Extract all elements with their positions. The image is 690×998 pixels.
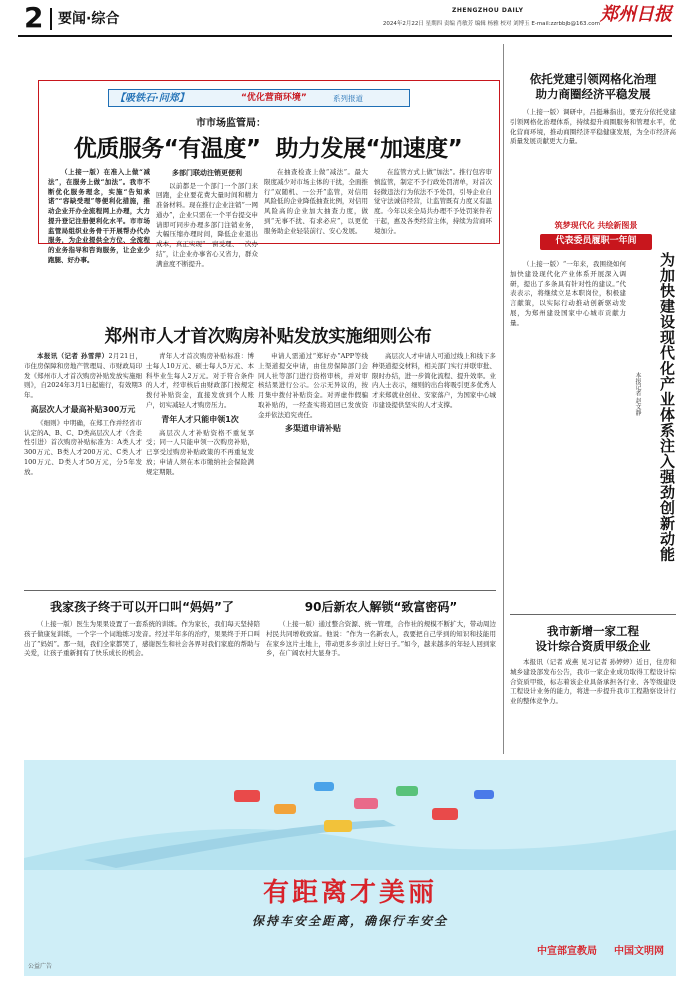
story2-col1a: 2月21日，市住房保障和房地产管理局、市财政局印发《郑州市人才首次购房补贴发放实施细则》，自2024年3月1日起施行，有效期3年。 [24,352,142,399]
story4-text: （上接一版）通过整合资源、统一管理，合作社的规模不断扩大，带动周边村民共同增收致富。他说：“作为一名新农人，我要把自己学到的知识和技能用在家乡这片土地上，带动更多乡亲过上好日子。”如今，越来越多的年轻人回到家乡，在广阔农村大显身手。 [266,620,496,658]
header-bar [0,0,690,36]
right3-line2: 设计综合资质甲级企业 [535,639,651,653]
story4-body [266,620,496,730]
story2-col3-text: 申请人需通过“郑好办”APP等线上渠道提交申请，由住房保障部门会同人社等部门进行资格审核，并对审核结果进行公示。公示无异议的，按月集中拨付补贴资金。对弄虚作假骗取补贴的，一经查实将追回已发放资金并依法追究责任。 [258,352,368,419]
right3-rule [510,614,676,615]
story2-col1 [24,352,142,584]
banner-topic: “优化营商环境” [241,93,307,103]
right1-headline [510,72,676,102]
right1-line2: 助力商圈经济平稳发展 [535,87,651,101]
story1-col3-text: 在抽查检查上做“减法”。最大限度减少对市场主体的干扰，全面推行“双随机、一公开”监管，对信用风险低的企业降低抽查比例，对信用风险高的企业加大抽查力度，做到“无事不扰、有求必应”，以更优服务助企业轻装前行、安心发展。 [264,168,368,235]
story2-col1b: 《细则》中明确，在郑工作并经省市认定的A、B、C、D类高层次人才（含柔性引进）首次购房补贴标准为：A类人才300万元、B类人才200万元、C类人才100万元、D类人才50万元，分5年发放。 [24,418,142,476]
ad-sponsor-1: 中宣部宣教局 [537,946,598,957]
story1-lead: （上接一版）在准入上做“减法”，在服务上做“加法”。我市不断优化服务理念，实施“告知承诺”“容缺受理”等便利化措施，推动企业开办全流程网上办理，大力提升登记注册便利化水平。市市场监管局组织业务骨干开展帮办代办服务，为企业提供全方位、全流程的业务指导和咨询服务，让企业少跑腿、好办事。 [48,168,150,264]
right3-line1: 我市新增一家工程 [547,624,639,638]
right3-headline [510,624,676,654]
right1-line1: 依托党建引领网格化治理 [529,72,657,86]
story2-headline: 郑州市人才首次购房补贴发放实施细则公布 [104,327,432,347]
story4-headline: 90后新农人解锁“致富密码” [304,600,458,614]
ad-sponsors [464,944,664,959]
ad-sponsor-2: 中国文明网 [614,946,664,957]
right2-badge-bottom: 代表委员履职一年间 [540,234,652,250]
right1-text: （上接一版）调研中，吕挺琳指出，要充分依托党建引领网格化治理体系，持续提升商圈服务和管理水平，优化营商环境，推动商圈经济平稳健康发展，为全市经济高质量发展贡献更大力量。 [510,108,676,146]
banner-tag: 【吸铁石·问郑】 [115,93,189,104]
story2-col3 [258,352,368,584]
story1-col4-text: 在监管方式上做“加法”。推行包容审慎监管，制定不予行政处罚清单，对首次轻微违法行为依法不予处罚，引导企业自觉守法诚信经营，让监管既有力度又有温度。今年以来全局共办理不予处罚案件若干起，惠及各类经营主体，持续为营商环境加分。 [374,168,492,235]
story1-col1 [48,168,150,264]
page-number-divider [50,8,52,30]
ad-label: 公益广告 [28,963,53,970]
story1-col4 [374,168,492,240]
ad-panel [24,760,676,976]
right3-text: 本报讯（记者 成燕 见习记者 孙婷婷）近日，住房和城乡建设部发布公告，我市一家企业成功取得工程设计综合资质甲级，标志着该企业具备承担各行业、各等级建设工程设计业务的能力，将进一步提升我市工程勘察设计行业的整体竞争力。 [510,658,676,705]
header-meta [360,20,600,28]
column-divider [503,44,504,754]
ad-slogan: 保持车安全距离，确保行车安全 [251,914,448,928]
page-number: 2 [24,1,44,34]
story3-body [24,620,260,730]
paper-name-cn: 郑州日报 [600,4,672,25]
story1-subhead: 多部门联动注销更便利 [172,169,242,177]
right2-badge [526,220,666,252]
story3-text: （上接一版）医生为果果设置了一套系统的训练。作为家长，我们每天坚持陪孩子做康复训练，一个字一个词地练习发音。经过半年多的治疗，果果终于开口叫出了“妈妈”。那一刻，我们全家都哭了，感谢医生和社会各界对我们家庭的帮助与关爱，让孩子重新拥有了快乐成长的机会。 [24,620,260,658]
right2-headline: 为加快建设现代化产业体系注入强劲创新动能 [658,252,676,562]
right2-byline: 本报记者 赵文静 [634,372,641,416]
right2-text: （上接一版）“一年来，我围绕如何加快建设现代化产业体系开展深入调研，提出了多条具有针对性的建议。”代表表示，将继续立足本职岗位，积极建言献策，以实际行动推动创新驱动发展，为郑州建设国家中心城市贡献力量。 [510,260,626,327]
story2-col4-text: 高层次人才申请人可通过线上和线下多种渠道提交材料，相关部门实行并联审批、限时办结，进一步简化流程、提升效率。业内人士表示，细则的出台将吸引更多优秀人才来郑就业创业、安家落户，为国家中心城市建设提供坚实的人才支撑。 [372,352,496,409]
right3-body [510,658,676,750]
traffic-illustration [24,760,676,870]
story1-col3 [264,168,368,240]
story2-sub1: 高层次人才最高补贴300万元 [30,404,136,414]
story1-col2 [156,168,258,268]
story2-col2 [146,352,254,584]
mid-rule [24,590,496,591]
section-title: 要闻·综合 [58,11,120,27]
header-email: E-mail:zzrbbjb@163.com [531,21,600,27]
story1-kicker: 市市场监管局： [196,118,266,129]
story3-headline: 我家孩子终于可以开口叫“妈妈”了 [50,600,234,614]
ad-title: 有距离才美丽 [262,878,437,908]
story2-col4 [372,352,496,584]
story2-sub3: 多渠道申请补贴 [285,424,341,434]
header-rule [18,35,672,37]
header-editors: 2024年2月22日 星期四 责编 肖敏芳 编辑 杨雅 校对 刘博玉 [382,21,530,27]
story2-byline: 本报讯（记者 孙雪萍） [37,352,109,360]
story1-headline: 优质服务“有温度” 助力发展“加速度” [73,136,463,162]
story2-sub2: 青年人才只能申领1次 [161,414,239,424]
right2-body [510,260,626,520]
banner-series: 系列报道 [333,94,363,103]
story2-col2a: 青年人才首次购房补贴标准：博士每人10万元、硕士每人5万元、本科毕业生每人2万元。对于符合条件的人才，经审核后由财政部门按规定拨付补贴资金，直接发放到个人账户，切实减轻人才购房压力。 [146,352,254,409]
story1-col2-text: 以前都是一个部门一个部门来回跑，企业要花费大量时间和精力准备材料。现在推行企业注销“一网通办”，企业只需在一个平台提交申请即可同步办理多部门注销业务，大幅压缩办理时间，降低企业退出成本，真正实现“一窗受理、一次办结”，让企业办事省心又省力，群众满意度不断提升。 [156,181,258,268]
story1-banner [108,89,410,107]
right2-badge-top: 筑梦现代化 共绘新图景 [554,221,638,230]
right1-body [510,108,676,208]
paper-name-en: ZHENGZHOU DAILY [452,7,524,14]
story2-col2b: 高层次人才补贴资格不重复享受；同一人只能申领一次购房补贴，已享受过购房补贴政策的不再重复发放；申请人须在本市缴纳社会保险满规定期限。 [146,428,254,476]
story2-lead [24,352,142,401]
